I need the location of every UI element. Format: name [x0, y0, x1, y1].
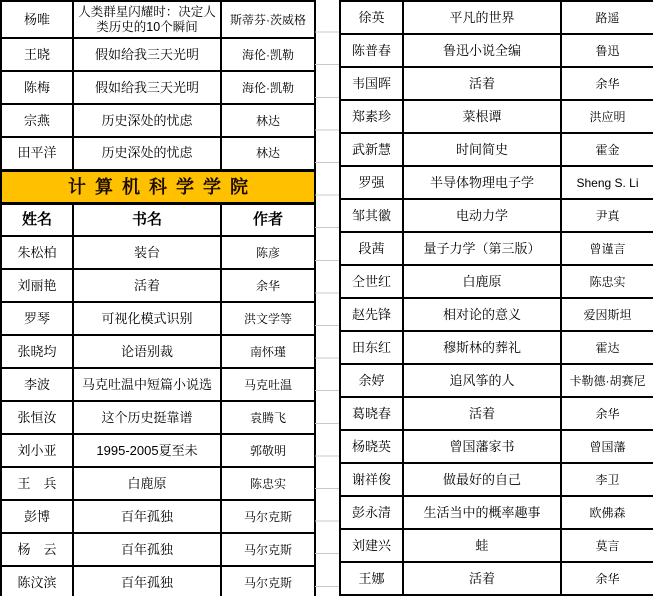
- table-row: [1, 401, 315, 434]
- author-cell: 林达: [221, 104, 315, 137]
- author-cell: 袁腾飞: [221, 401, 315, 434]
- author-cell: 莫言: [561, 529, 653, 562]
- book-title-cell: 白鹿原: [403, 265, 561, 298]
- author-cell: 海伦·凯勒: [221, 38, 315, 71]
- name-cell: 杨唯: [1, 1, 73, 38]
- author-cell: 斯蒂芬·茨威格: [221, 1, 315, 38]
- book-title-cell: 活着: [403, 67, 561, 100]
- book-title-cell: 人类群星闪耀时：决定人类历史的10个瞬间: [73, 1, 221, 38]
- table-row: [340, 397, 653, 430]
- table-row: [340, 133, 653, 166]
- name-cell: 徐英: [340, 1, 403, 34]
- table-row: [340, 298, 653, 331]
- name-cell: 刘建兴: [340, 529, 403, 562]
- author-cell: 余华: [561, 67, 653, 100]
- book-title-cell: 做最好的自己: [403, 463, 561, 496]
- author-cell: 洪文学等: [221, 302, 315, 335]
- table-row: [340, 364, 653, 397]
- author-cell: 海伦·凯勒: [221, 71, 315, 104]
- table-row: [1, 104, 315, 137]
- author-cell: 南怀瑾: [221, 335, 315, 368]
- name-cell: 陈普春: [340, 34, 403, 67]
- book-title-cell: 曾国藩家书: [403, 430, 561, 463]
- author-cell: 尹真: [561, 199, 653, 232]
- book-title-cell: 平凡的世界: [403, 1, 561, 34]
- book-title-cell: 鲁迅小说全编: [403, 34, 561, 67]
- name-cell: 李波: [1, 368, 73, 401]
- table-row: [340, 529, 653, 562]
- name-cell: 王 兵: [1, 467, 73, 500]
- name-cell: 王晓: [1, 38, 73, 71]
- author-cell: 鲁迅: [561, 34, 653, 67]
- left-table-upper-rows: [1, 1, 315, 170]
- author-cell: 陈彦: [221, 236, 315, 269]
- name-cell: 邹其徽: [340, 199, 403, 232]
- name-cell: 段茜: [340, 232, 403, 265]
- table-row: [1, 467, 315, 500]
- author-cell: 陈忠实: [561, 265, 653, 298]
- book-title-cell: 量子力学（第三版）: [403, 232, 561, 265]
- table-row: [1, 137, 315, 170]
- table-row: [340, 1, 653, 34]
- name-cell: 张晓均: [1, 335, 73, 368]
- author-cell: 路遥: [561, 1, 653, 34]
- name-cell: 谢祥俊: [340, 463, 403, 496]
- book-title-cell: 半导体物理电子学: [403, 166, 561, 199]
- sheet-gutter-column: [315, 0, 339, 596]
- name-cell: 刘丽艳: [1, 269, 73, 302]
- left-book-table: [0, 0, 316, 596]
- book-title-cell: 装台: [73, 236, 221, 269]
- table-row: [1, 500, 315, 533]
- table-row: [340, 166, 653, 199]
- book-title-cell: 马克吐温中短篇小说选: [73, 368, 221, 401]
- column-header-row: [1, 203, 315, 236]
- author-column-header: 作者: [221, 203, 315, 236]
- name-cell: 郑素珍: [340, 100, 403, 133]
- author-cell: 余华: [561, 562, 653, 595]
- table-row: [1, 1, 315, 38]
- author-cell: 霍金: [561, 133, 653, 166]
- author-cell: 余华: [561, 397, 653, 430]
- name-cell: 余婷: [340, 364, 403, 397]
- author-cell: 余华: [221, 269, 315, 302]
- table-row: [1, 335, 315, 368]
- book-title-cell: 活着: [403, 562, 561, 595]
- author-cell: 爱因斯坦: [561, 298, 653, 331]
- name-cell: 朱松柏: [1, 236, 73, 269]
- book-title-cell: 假如给我三天光明: [73, 71, 221, 104]
- table-row: [340, 232, 653, 265]
- table-row: [340, 199, 653, 232]
- name-cell: 杨 云: [1, 533, 73, 566]
- table-row: [1, 368, 315, 401]
- name-cell: 彭博: [1, 500, 73, 533]
- table-row: [1, 38, 315, 71]
- table-row: [1, 302, 315, 335]
- name-cell: 田平洋: [1, 137, 73, 170]
- table-row: [340, 331, 653, 364]
- author-cell: 郭敬明: [221, 434, 315, 467]
- author-cell: Sheng S. Li: [561, 166, 653, 199]
- author-cell: 欧佛森: [561, 496, 653, 529]
- book-title-cell: 百年孤独: [73, 500, 221, 533]
- book-column-header: 书名: [73, 203, 221, 236]
- name-cell: 田东红: [340, 331, 403, 364]
- table-row: [1, 236, 315, 269]
- left-table-lower-rows: [1, 236, 315, 596]
- name-cell: 罗强: [340, 166, 403, 199]
- table-row: [1, 533, 315, 566]
- book-title-cell: 百年孤独: [73, 566, 221, 596]
- name-cell: 杨晓英: [340, 430, 403, 463]
- department-banner: 计算机科学学院: [1, 170, 315, 203]
- right-table-rows: [340, 1, 653, 595]
- book-title-cell: 活着: [403, 397, 561, 430]
- name-cell: 彭永清: [340, 496, 403, 529]
- book-title-cell: 活着: [73, 269, 221, 302]
- author-cell: 曾国藩: [561, 430, 653, 463]
- name-cell: 王娜: [340, 562, 403, 595]
- table-row: [340, 34, 653, 67]
- book-title-cell: 电动力学: [403, 199, 561, 232]
- book-title-cell: 穆斯林的葬礼: [403, 331, 561, 364]
- book-title-cell: 假如给我三天光明: [73, 38, 221, 71]
- book-title-cell: 历史深处的忧虑: [73, 104, 221, 137]
- book-title-cell: 时间简史: [403, 133, 561, 166]
- name-cell: 仝世红: [340, 265, 403, 298]
- table-row: [1, 434, 315, 467]
- name-cell: 罗琴: [1, 302, 73, 335]
- author-cell: 林达: [221, 137, 315, 170]
- book-title-cell: 这个历史挺靠谱: [73, 401, 221, 434]
- book-title-cell: 历史深处的忧虑: [73, 137, 221, 170]
- author-cell: 陈忠实: [221, 467, 315, 500]
- book-title-cell: 百年孤独: [73, 533, 221, 566]
- name-cell: 宗燕: [1, 104, 73, 137]
- author-cell: 马克吐温: [221, 368, 315, 401]
- table-row: [340, 496, 653, 529]
- book-title-cell: 1995-2005夏至未: [73, 434, 221, 467]
- name-cell: 韦国晖: [340, 67, 403, 100]
- name-cell: 刘小亚: [1, 434, 73, 467]
- book-title-cell: 蛙: [403, 529, 561, 562]
- book-title-cell: 生活当中的概率趣事: [403, 496, 561, 529]
- book-title-cell: 追风筝的人: [403, 364, 561, 397]
- author-cell: 马尔克斯: [221, 566, 315, 596]
- name-cell: 葛晓春: [340, 397, 403, 430]
- table-row: [1, 269, 315, 302]
- name-column-header: 姓名: [1, 203, 73, 236]
- table-row: [340, 463, 653, 496]
- author-cell: 卡勒德·胡赛尼: [561, 364, 653, 397]
- name-cell: 张恒汝: [1, 401, 73, 434]
- table-row: [340, 265, 653, 298]
- author-cell: 曾谨言: [561, 232, 653, 265]
- left-table-banner-section: [1, 170, 315, 236]
- author-cell: 霍达: [561, 331, 653, 364]
- table-row: [340, 67, 653, 100]
- table-row: [340, 100, 653, 133]
- book-title-cell: 白鹿原: [73, 467, 221, 500]
- right-book-table: [339, 0, 653, 596]
- name-cell: 陈汶滨: [1, 566, 73, 596]
- name-cell: 武新慧: [340, 133, 403, 166]
- table-row: [340, 562, 653, 595]
- name-cell: 陈梅: [1, 71, 73, 104]
- author-cell: 李卫: [561, 463, 653, 496]
- table-row: [340, 430, 653, 463]
- table-row: [1, 71, 315, 104]
- book-title-cell: 相对论的意义: [403, 298, 561, 331]
- author-cell: 马尔克斯: [221, 500, 315, 533]
- book-title-cell: 可视化模式识别: [73, 302, 221, 335]
- book-title-cell: 论语别裁: [73, 335, 221, 368]
- book-title-cell: 菜根谭: [403, 100, 561, 133]
- name-cell: 赵先锋: [340, 298, 403, 331]
- author-cell: 洪应明: [561, 100, 653, 133]
- author-cell: 马尔克斯: [221, 533, 315, 566]
- department-banner-row: [1, 170, 315, 203]
- table-row: [1, 566, 315, 596]
